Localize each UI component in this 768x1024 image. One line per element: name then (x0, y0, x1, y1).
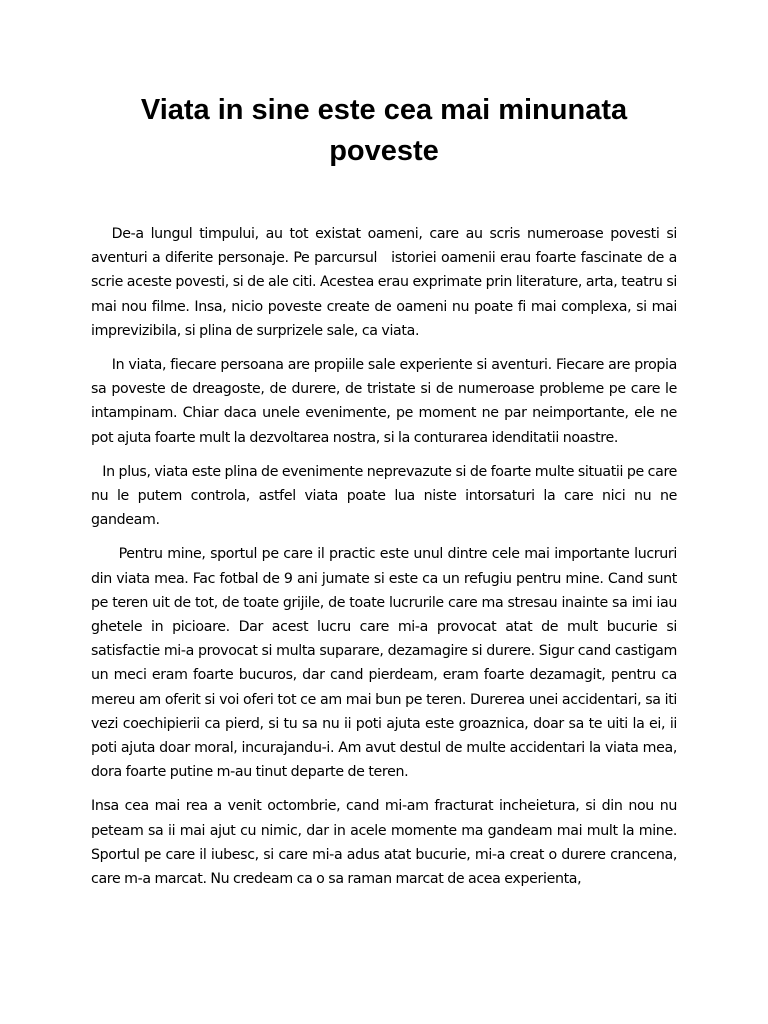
paragraph-3: In plus, viata este plina de evenimente neprevazute si de foarte multe situatii pe care nu le putem controla, astfel viata poate lua niste intorsaturi la care nici nu ne gandeam. (91, 463, 681, 529)
paragraph-2: In viata, fiecare persoana are propiile sale experiente si aventuri. Fiecare are propia sa poveste de dreagoste, de durere, de tristate si de numeroase probleme pe care le intampinam. Chiar daca unele evenimente, pe moment ne par neimportante, ele ne pot ajuta foarte mult la dezvoltarea nostra, si la conturarea idenditatii noastre. (91, 357, 681, 446)
paragraph-4: Pentru mine, sportul pe care il practic este unul dintre cele mai importante lucruri din viata mea. Fac fotbal de 9 ani jumate si este ca un refugiu pentru mine. Cand sunt pe teren uit de tot, de toate grijile, de toate lucrurile care ma stresau inainte sa imi iau ghetele in picioare. Dar acest lucru care mi-a provocat atat de mult bucurie si satisfactie mi-a provocat si multa suparare, dezamagire si durere. Sigur cand castigam un meci eram foarte bucuros, dar cand pierdeam, eram foarte dezamagit, pentru ca mereu am oferit si voi oferi tot ce am mai bun pe teren. Durerea unei accidentari, sa iti vezi coechipierii ca pierd, si tu sa nu ii poti ajuta este groaznica, doar sa te uiti la ei, ii poti ajuta doar moral, incurajandu-i. Am avut destul de multe accidentari la viata mea, dora foarte putine m-au tinut departe de teren. (91, 546, 681, 781)
paragraph-1: De-a lungul timpului, au tot existat oameni, care au scris numeroase povesti si aventuri a diferite personaje. Pe parcursul istoriei oamenii erau foarte fascinate de a scrie aceste povesti, si de ale citi. Acestea erau exprimate prin literature, arta, teatru si mai nou filme. Insa, nicio poveste create de oameni nu poate fi mai complexa, si mai imprevizibila, si plina de surprizele sale, ca viata. (91, 226, 681, 339)
paragraph-5: Insa cea mai rea a venit octombrie, cand mi-am fracturat incheietura, si din nou nu peteam sa ii mai ajut cu nimic, dar in acele momente ma gandeam mai mult la mine. Sportul pe care il iubesc, si care mi-a adus atat bucurie, mi-a creat o durere crancena, care m-a marcat. Nu credeam ca o sa raman marcat de acea experienta, (91, 798, 681, 888)
document-body (91, 222, 681, 901)
document-title: Viata in sine este cea mai minunata poveste (140, 94, 628, 167)
